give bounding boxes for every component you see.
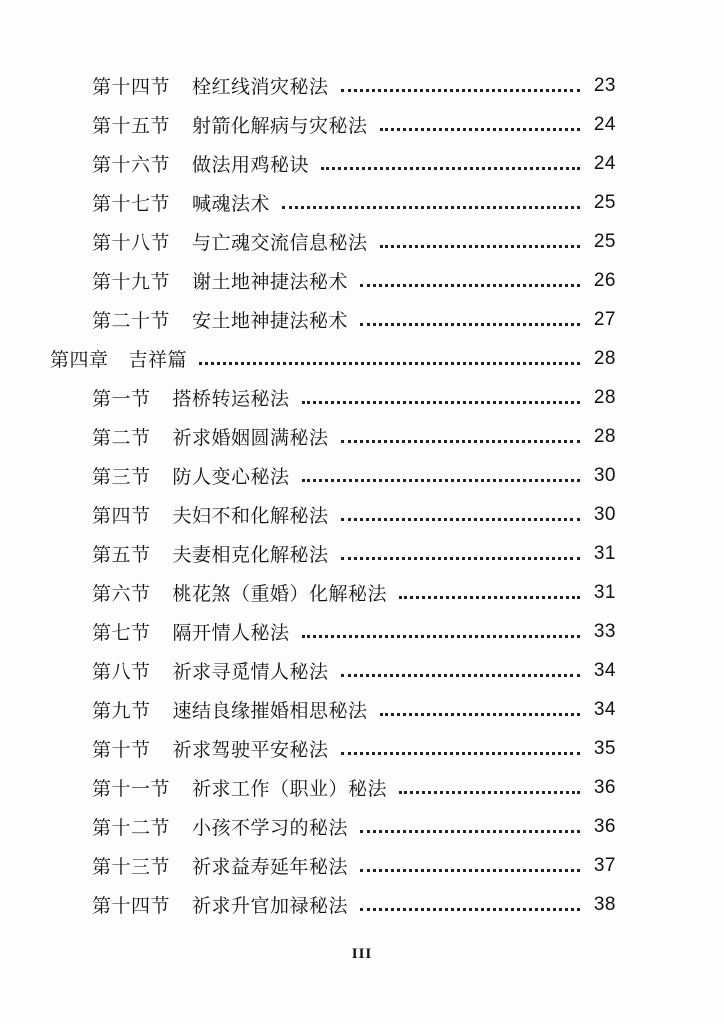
toc-entry-title: 与亡魂交流信息秘法 [192,232,368,254]
dot-leader [282,187,580,209]
toc-entry-page-number: 24 [593,113,616,135]
toc-entry-title: 谢土地神捷法秘术 [192,271,349,293]
dot-leader [399,577,580,599]
toc-section-row [0,456,724,495]
toc-entry-label: 第九节 [92,700,151,722]
toc-entry-page-number: 25 [593,230,616,252]
dot-leader [360,889,580,911]
toc-entry-page-number: 31 [593,581,616,603]
toc-entry-page-number: 34 [593,698,616,720]
toc-entry-label: 第十四节 [92,76,171,98]
dot-leader [341,421,580,443]
toc-section-row [0,573,724,612]
toc-entry-page-number: 27 [593,308,616,330]
toc-entry-page-number: 33 [593,620,616,642]
toc-entry-title: 祈求工作（职业）秘法 [192,778,388,800]
toc-entry-page-number: 37 [593,854,616,876]
dot-leader [341,655,580,677]
toc-section-row [0,300,724,339]
toc-entry-title: 祈求益寿延年秘法 [192,856,349,878]
toc-entry-label: 第七节 [92,622,151,644]
toc-entry-label: 第十三节 [92,856,171,878]
toc-section-row [0,651,724,690]
toc-entry-page-number: 25 [593,191,616,213]
toc-entry-title: 安土地神捷法秘术 [192,310,349,332]
dot-leader [199,343,580,365]
toc-entry-title: 做法用鸡秘诀 [192,154,310,176]
toc-entry-page-number: 35 [593,737,616,759]
dot-leader [302,616,580,638]
toc-section-row [0,768,724,807]
toc-section-row [0,495,724,534]
dot-leader [360,265,580,287]
toc-section-row [0,183,724,222]
toc-entry-title: 祈求婚姻圆满秘法 [172,427,329,449]
dot-leader [321,148,580,170]
toc-entry-label: 第四章 [50,349,109,371]
dot-leader [380,694,580,716]
toc-chapter-row [0,339,724,378]
dot-leader [341,70,580,92]
toc-entry-page-number: 36 [593,815,616,837]
toc-entry-page-number: 24 [593,152,616,174]
toc-entry-page-number: 31 [593,542,616,564]
dot-leader [341,499,580,521]
dot-leader [360,304,580,326]
toc-entry-title: 祈求升官加禄秘法 [192,895,349,917]
dot-leader [399,772,580,794]
toc-section-row [0,222,724,261]
toc-entry-label: 第十五节 [92,115,171,137]
toc-section-row [0,846,724,885]
toc-section-row [0,729,724,768]
dot-leader [341,733,580,755]
toc-entry-label: 第一节 [92,388,151,410]
dot-leader [341,538,580,560]
toc-entry-label: 第四节 [92,505,151,527]
toc-section-row [0,885,724,924]
dot-leader [380,226,580,248]
toc-entry-label: 第二十节 [92,310,171,332]
table-of-contents [0,66,724,924]
toc-entry-title: 小孩不学习的秘法 [192,817,349,839]
toc-section-row [0,417,724,456]
dot-leader [360,811,580,833]
toc-entry-label: 第五节 [92,544,151,566]
toc-entry-label: 第十四节 [92,895,171,917]
toc-entry-label: 第十节 [92,739,151,761]
toc-section-row [0,534,724,573]
toc-entry-label: 第十七节 [92,193,171,215]
toc-entry-title: 搭桥转运秘法 [172,388,290,410]
dot-leader [380,109,580,131]
toc-section-row [0,144,724,183]
toc-entry-label: 第十一节 [92,778,171,800]
toc-entry-title: 祈求驾驶平安秘法 [172,739,329,761]
toc-entry-page-number: 36 [593,776,616,798]
toc-section-row [0,807,724,846]
toc-section-row [0,690,724,729]
toc-entry-page-number: 28 [593,347,616,369]
dot-leader [302,382,580,404]
toc-entry-page-number: 28 [593,386,616,408]
toc-entry-label: 第八节 [92,661,151,683]
toc-section-row [0,66,724,105]
toc-entry-title: 栓红线消灾秘法 [192,76,329,98]
toc-entry-title: 吉祥篇 [128,349,188,371]
toc-section-row [0,378,724,417]
toc-entry-label: 第十八节 [92,232,171,254]
toc-entry-page-number: 34 [593,659,616,681]
toc-entry-label: 第十二节 [92,817,171,839]
toc-entry-title: 夫妻相克化解秘法 [172,544,329,566]
toc-entry-label: 第六节 [92,583,151,605]
toc-entry-title: 喊魂法术 [192,193,271,215]
toc-section-row [0,612,724,651]
toc-entry-title: 桃花煞（重婚）化解秘法 [172,583,388,605]
toc-entry-label: 第二节 [92,427,151,449]
toc-entry-label: 第三节 [92,466,151,488]
toc-entry-label: 第十六节 [92,154,171,176]
toc-entry-title: 隔开情人秘法 [172,622,290,644]
toc-entry-page-number: 38 [593,893,616,915]
dot-leader [302,460,580,482]
toc-section-row [0,105,724,144]
page-folio: III [351,946,373,962]
toc-entry-page-number: 23 [593,74,616,96]
toc-entry-label: 第十九节 [92,271,171,293]
toc-entry-title: 防人变心秘法 [172,466,290,488]
toc-section-row [0,261,724,300]
toc-entry-page-number: 30 [593,503,616,525]
toc-entry-page-number: 30 [593,464,616,486]
toc-entry-page-number: 26 [593,269,616,291]
toc-entry-title: 祈求寻觅情人秘法 [172,661,329,683]
toc-entry-page-number: 28 [593,425,616,447]
toc-entry-title: 射箭化解病与灾秘法 [192,115,368,137]
toc-entry-title: 速结良缘摧婚相思秘法 [172,700,368,722]
toc-entry-title: 夫妇不和化解秘法 [172,505,329,527]
dot-leader [360,850,580,872]
